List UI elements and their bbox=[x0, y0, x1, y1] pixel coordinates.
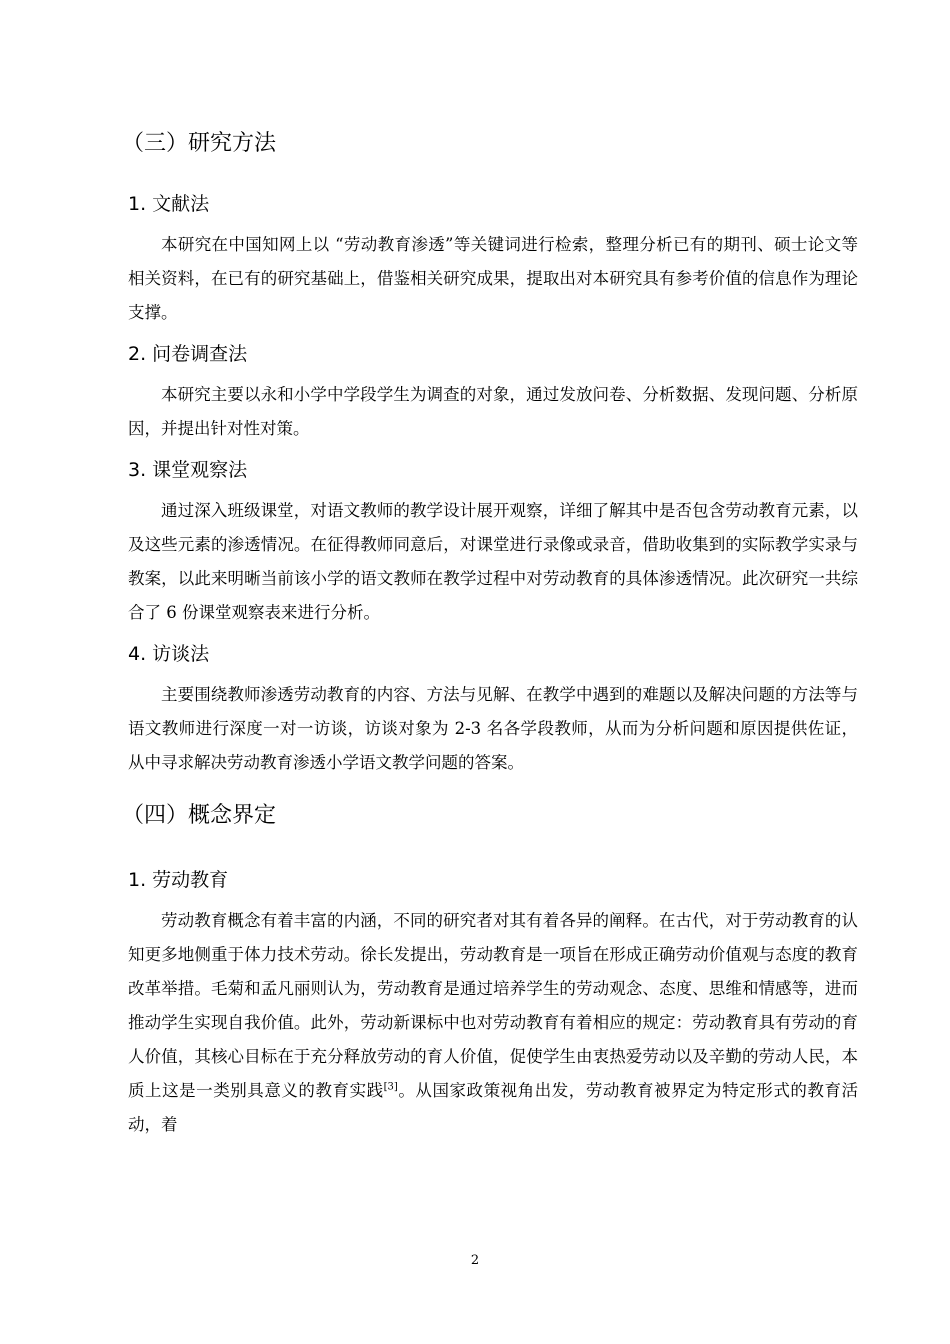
page-number: 2 bbox=[470, 1253, 480, 1268]
citation-ref[interactable]: [3] bbox=[383, 1081, 398, 1093]
subsection-title-interview: 4. 访谈法 bbox=[128, 643, 210, 665]
paragraph-literature: 本研究在中国知网上以 “劳动教育渗透”等关键词进行检索，整理分析已有的期刊、硕士论文等相关资料，在已有的研究基础上，借鉴相关研究成果，提取出对本研究具有参考价值的信息作为理论支撑。 bbox=[128, 235, 858, 322]
paragraph-labor-education bbox=[128, 904, 858, 1142]
paragraph-labor-education-continued: 。从国家政策视角出发，劳动教育被界定为特定形式的教育活动，着 bbox=[128, 1081, 859, 1134]
subsection-title-questionnaire: 2. 问卷调查法 bbox=[128, 343, 248, 365]
subsection-title-labor-education: 1. 劳动教育 bbox=[128, 869, 229, 891]
paragraph-labor-education-text: 劳动教育概念有着丰富的内涵，不同的研究者对其有着各异的阐释。在古代，对于劳动教育的认知更多地侧重于体力技术劳动。徐长发提出，劳动教育是一项旨在形成正确劳动价值观与态度的教育改革举措。毛菊和孟凡丽则认为，劳动教育是通过培养学生的劳动观念、态度、思维和情感等，进而推动学生实现自我价值。此外，劳动新课标中也对劳动教育有着相应的规定：劳动教育具有劳动的育人价值，其核心目标在于充分释放劳动的育人价值，促使学生由衷热爱劳动以及辛勤的劳动人民，本质上这是一类别具意义的教育实践 bbox=[128, 911, 858, 1100]
section-heading-concept-definition: （四）概念界定 bbox=[122, 803, 277, 828]
page-body bbox=[122, 118, 859, 1142]
section-heading-research-methods: （三）研究方法 bbox=[122, 131, 277, 156]
subsection-title-classroom-observation: 3. 课堂观察法 bbox=[128, 459, 248, 481]
subsection-title-literature: 1. 文献法 bbox=[128, 193, 210, 215]
paragraph-questionnaire: 本研究主要以永和小学中学段学生为调查的对象，通过发放问卷、分析数据、发现问题、分析原因，并提出针对性对策。 bbox=[128, 385, 858, 438]
paragraph-classroom-observation: 通过深入班级课堂，对语文教师的教学设计展开观察，详细了解其中是否包含劳动教育元素，以及这些元素的渗透情况。在征得教师同意后，对课堂进行录像或录音，借助收集到的实际教学实录与教案，以此来明晰当前该小学的语文教师在教学过程中对劳动教育的具体渗透情况。此次研究一共综合了 6 份课堂观察表来进行分析。 bbox=[128, 501, 858, 622]
paragraph-interview: 主要围绕教师渗透劳动教育的内容、方法与见解、在教学中遇到的难题以及解决问题的方法等与语文教师进行深度一对一访谈，访谈对象为 2-3 名各学段教师，从而为分析问题和原因提供佐证，从中寻求解决劳动教育渗透小学语文教学问题的答案。 bbox=[128, 685, 858, 772]
